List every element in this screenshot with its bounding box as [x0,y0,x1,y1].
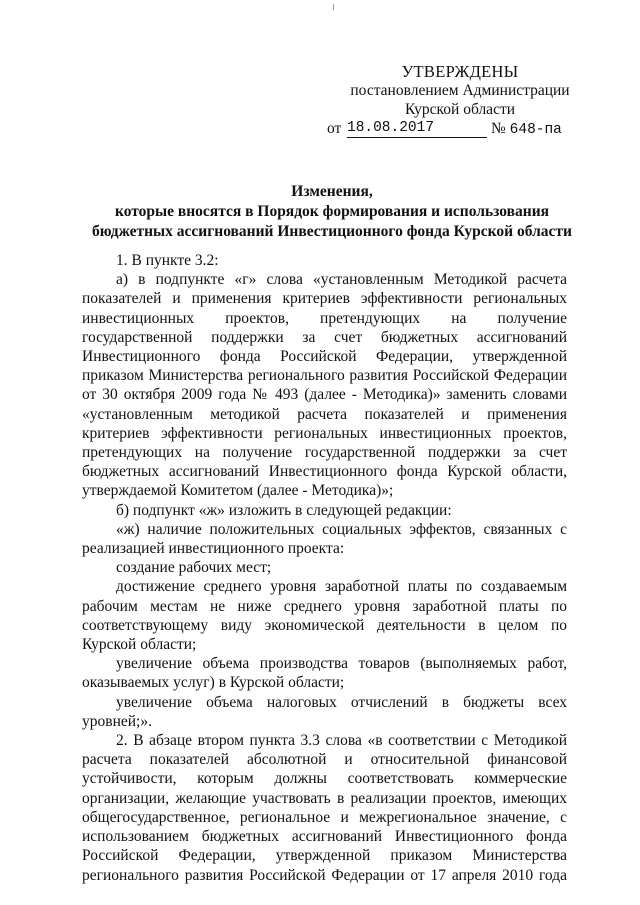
document-body [82,251,567,885]
number-prefix: № [491,120,506,137]
paragraph-5: создание рабочих мест; [116,559,272,577]
paragraph-3: б) подпункт «ж» изложить в следующей редакции: [116,501,452,519]
number-value: 648-па [509,122,562,138]
title-line-1: Изменения, [291,183,373,200]
approval-heading: УТВЕРЖДЕНЫ [401,62,519,81]
title-line-2: которые вносятся в Порядок формирования и использования [114,203,550,220]
paragraph-2: а) в подпункте «г» слова «установленным Методикой расчета показателей и применения критериев эффективности региональных инвестиционных проектов, претендующих на получение государственной поддержки за счет бюджетных ассигнований Инвестиционного фонда Российской Федерации, утвержденной приказом Министерства регионального развития Российской Федерации от 30 октября 2009 года № 493 (далее - Методика)» заменить словами «установленным методикой расчета показателей и применения критериев эффективности региональных инвестиционных проектов, претендующих на получение государственной поддержки за счет бюджетных ассигнований Инвестиционного фонда Курской области, утверждаемой Комитетом (далее - Методика)»; [82,271,567,500]
approval-line-2: Курской области [404,101,516,118]
approval-block [325,62,595,139]
title-line-3: бюджетных ассигнований Инвестиционного фонда Курской области [92,223,572,240]
paragraph-1: 1. В пункте 3.2: [116,252,219,269]
paragraph-7: увеличение объема производства товаров (выполняемых работ, оказываемых услуг) в Курской области; [82,655,567,692]
approval-number [491,119,562,140]
paragraph-9: 2. В абзаце втором пункта 3.3 слова «в соответствии с Методикой расчета показателей абсолютной и относительной финансовой устойчивости, которым должны соответствовать коммерческие организации, желающие участвовать в реализации проектов, имеющих общегосударственное, региональное и межрегиональное значение, с использованием бюджетных ассигнований Инвестиционного фонда Российской Федерации, утвержденной приказом Министерства регионального развития Российской Федерации от 17 апреля 2010 года [82,732,567,884]
approval-line-1: постановлением Администрации [350,82,570,99]
paragraph-4: «ж) наличие положительных социальных эффектов, связанных с реализацией инвестиционного проекта: [82,520,567,558]
date-prefix: от [327,120,342,137]
approval-date-line [325,119,595,139]
scan-mark [333,4,334,10]
paragraph-6: достижение среднего уровня заработной платы по создаваемым рабочим местам не ниже среднего уровня заработной платы по соответствующему виду экономической деятельности в целом по Курской области; [82,578,567,654]
paragraph-8: увеличение объема налоговых отчислений в бюджеты всех уровней;». [82,693,567,730]
approval-date: 18.08.2017 [347,119,487,138]
document-title [72,182,592,242]
